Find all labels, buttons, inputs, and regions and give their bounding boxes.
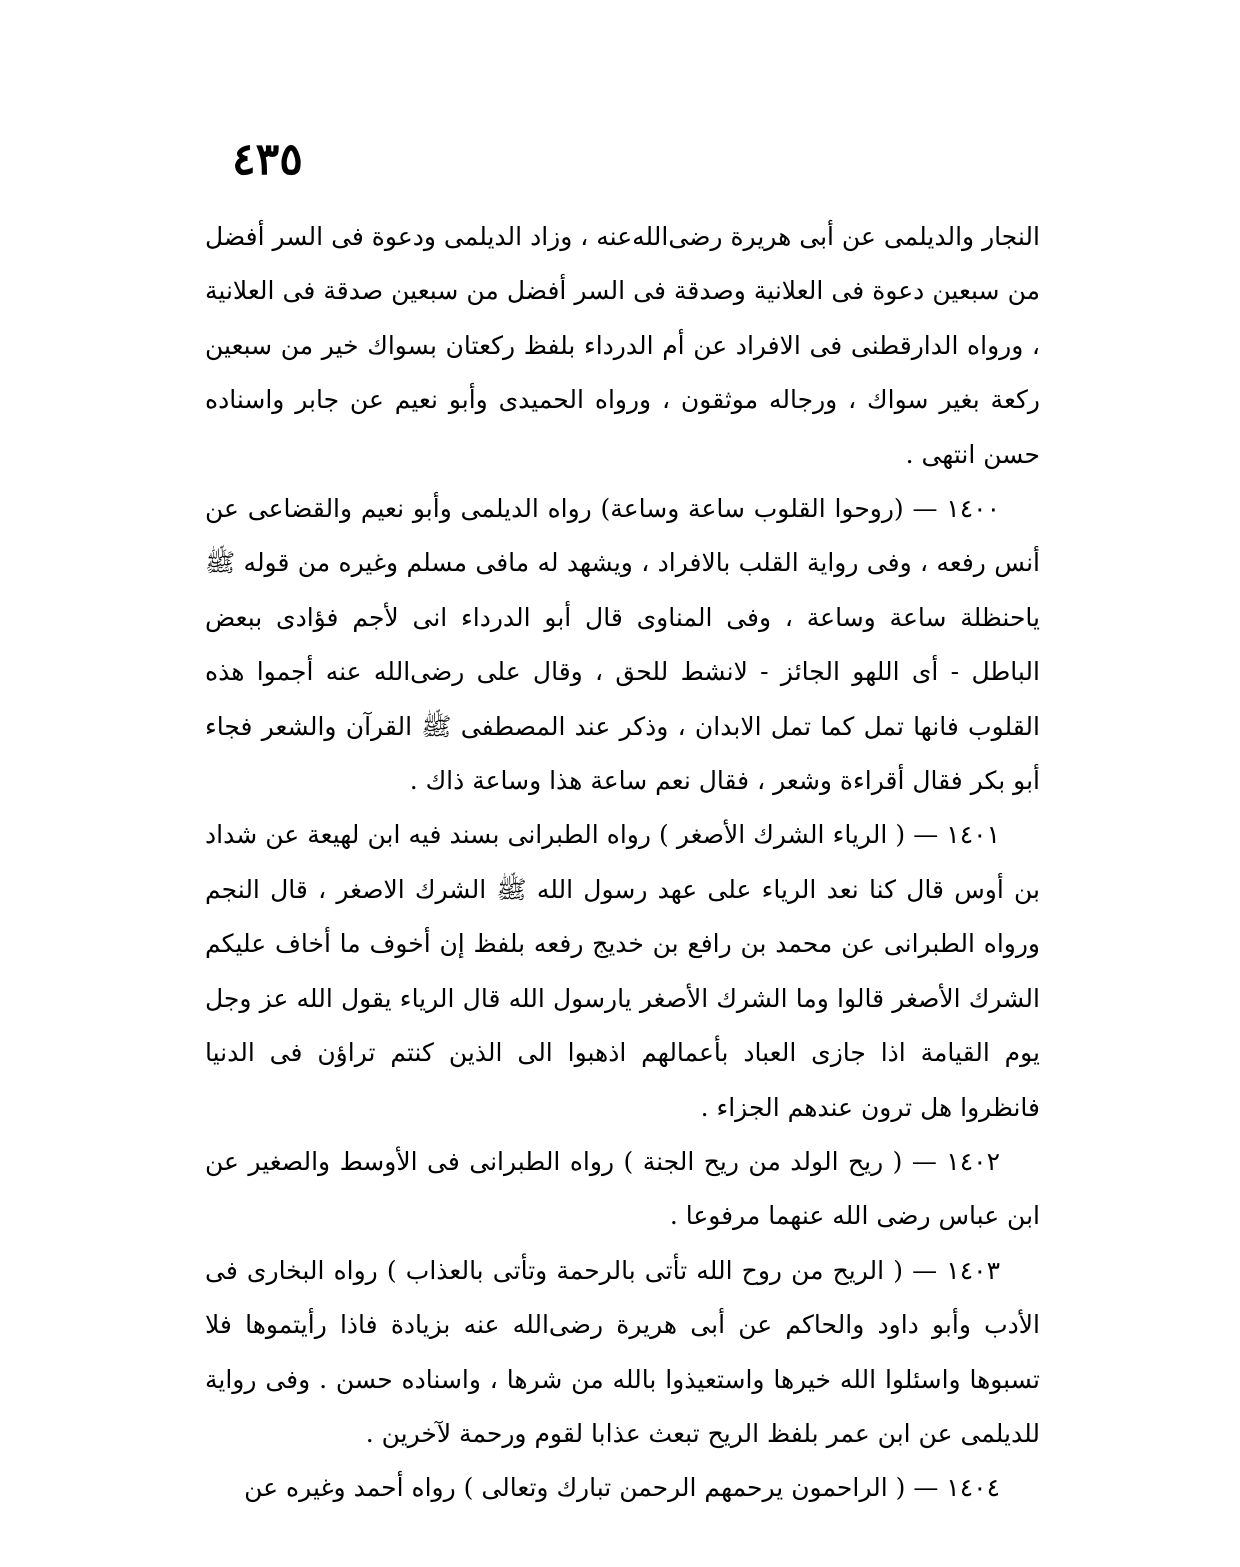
entry-1402: ١٤٠٢ — ( ريح الولد من ريح الجنة ) رواه الطبرانى فى الأوسط والصغير عن ابن عباس رضى الله عنهما مرفوعا .	[205, 1146, 1040, 1231]
paragraph-continuation: النجار والديلمى عن أبى هريرة رضى‌الله‌عنه ، وزاد الديلمى ودعوة فى السر أفضل من سبعين دعوة فى العلانية وصدقة فى السر أفضل من سبعين صدقة فى العلانية ، ورواه الدارقطنى فى الافراد عن أم الدرداء بلفظ ركعتان بسواك خير من سبعين ركعة بغير سواك ، ورجاله موثقون ، ورواه الحميدى وأبو نعيم عن جابر واسناده حسن انتهى .	[205, 222, 1040, 469]
entry-1403: ١٤٠٣ — ( الريح من روح الله تأتى بالرحمة وتأتى بالعذاب ) رواه البخارى فى الأدب وأبو داود والحاكم عن أبى هريرة رضى‌الله عنه بزيادة فاذا رأيتموها فلا تسبوها واسئلوا الله خيرها واستعيذوا بالله من شرها ، واسناده حسن . وفى رواية للديلمى عن ابن عمر بلفظ الريح تبعث عذابا لقوم ورحمة لآخرين .	[205, 1255, 1040, 1448]
page-number: ٤٣٥	[232, 134, 303, 185]
entry-1401: ١٤٠١ — ( الرياء الشرك الأصغر ) رواه الطبرانى بسند فيه ابن لهيعة عن شداد بن أوس قال كنا نعد الرياء على عهد رسول الله ﷺ الشرك الاصغر ، قال النجم ورواه الطبرانى عن محمد بن رافع بن خديج رفعه بلفظ إن أخوف ما أخاف عليكم الشرك الأصغر قالوا وما الشرك الأصغر يارسول الله قال الرياء يقول الله عز وجل يوم القيامة اذا جازى العباد بأعمالهم اذهبوا الى الذين كنتم تراؤن فى الدنيا فانظروا هل ترون عندهم الجزاء .	[205, 820, 1040, 1122]
page-body-text	[205, 210, 1040, 1516]
entry-1400: ١٤٠٠ — (روحوا القلوب ساعة وساعة) رواه الديلمى وأبو نعيم والقضاعى عن أنس رفعه ، وفى رواية القلب بالافراد ، ويشهد له مافى مسلم وغيره من قوله ﷺ ياحنظلة ساعة وساعة ، وفى المناوى قال أبو الدرداء انى لأجم فؤادى ببعض الباطل - أى اللهو الجائز - لانشط للحق ، وقال على رضى‌الله عنه أجموا هذه القلوب فانها تمل كما تمل الابدان ، وذكر عند المصطفى ﷺ القرآن والشعر فجاء أبو بكر فقال أقراءة وشعر ، فقال نعم ساعة هذا وساعة ذاك .	[205, 494, 1040, 796]
entry-1404: ١٤٠٤ — ( الراحمون يرحمهم الرحمن تبارك وتعالى ) رواه أحمد وغيره عن	[244, 1473, 1000, 1503]
